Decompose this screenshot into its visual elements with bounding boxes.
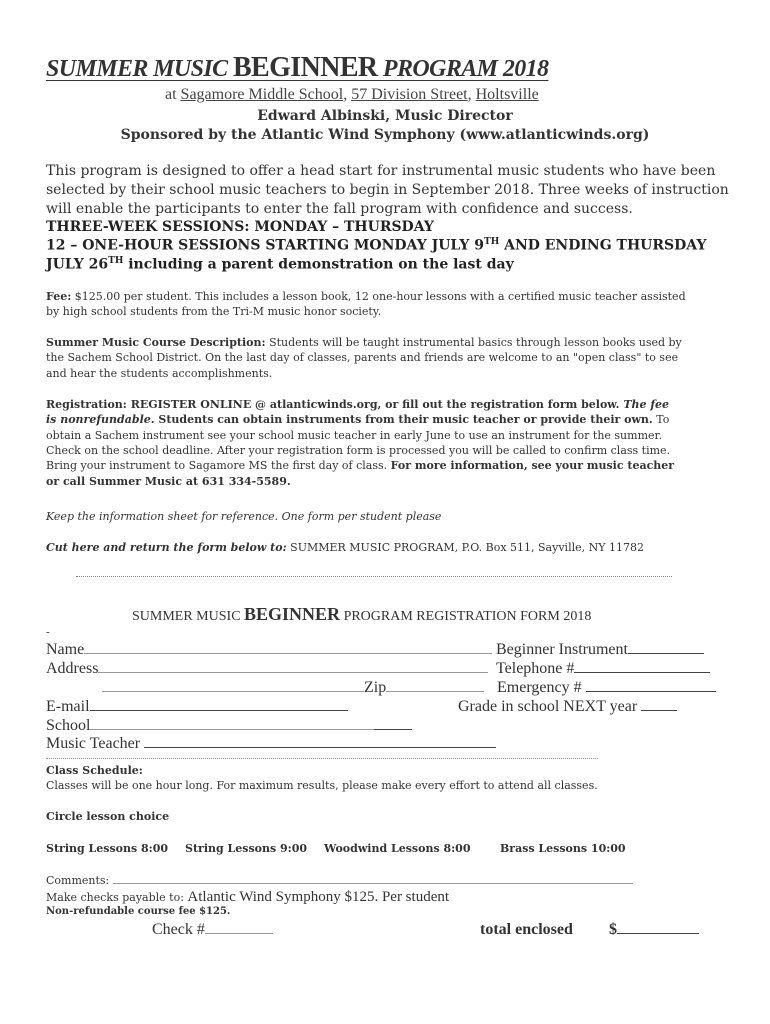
name-label: Name [46,641,85,658]
registration-line-3: obtain a Sachem instrument see your school music teacher in early June to use an instrument for the summer. [46,429,663,442]
registration-line-2: is nonrefundable. Students can obtain instruments from their music teacher or provide their own. To [46,413,670,426]
registration-line-5: Bring your instrument to Sagamore MS the first day of class. For more information, see your music teacher [46,459,675,472]
total-enclosed-label: total enclosed [480,921,573,938]
program-title: SUMMER MUSIC BEGINNER PROGRAM 2018 [46,52,549,83]
fee-line-2: by high school students from the Tri-M music honor society. [46,305,382,318]
lesson-option-woodwind-8[interactable]: Woodwind Lessons 8:00 [324,842,471,855]
beginner-instrument-label: Beginner Instrument [496,641,628,658]
course-line-1: Summer Music Course Description: Students will be taught instrumental basics through lesson books used by [46,336,682,349]
grade-label: Grade in school NEXT year [458,698,642,715]
registration-line-6: or call Summer Music at 631 334-5589. [46,475,291,488]
fee-line-1: Fee: $125.00 per student. This includes a lesson book, 12 one-hour lessons with a certified music teacher assisted [46,290,686,303]
sponsor-line: Sponsored by the Atlantic Wind Symphony (www.atlanticwinds.org) [120,127,650,143]
course-line-2: the Sachem School District. On the last day of classes, parents and friends are welcome to an "open class" to see [46,351,679,364]
form-dash: - [46,626,50,638]
address-label: Address [46,660,99,677]
town-name: Holtsville [475,86,539,103]
cut-line [76,576,672,577]
zip-field[interactable] [102,679,484,697]
dates-line-2: JULY 26TH including a parent demonstration on the last day [46,256,514,273]
intro-line-3: will enable the participants to enter the fall program with confidence and success. [46,201,633,217]
dates-line-1: 12 – ONE-HOUR SESSIONS STARTING MONDAY JULY 9TH AND ENDING THURSDAY [46,237,707,254]
check-number-field[interactable] [152,921,273,939]
address-field[interactable] [46,660,488,678]
music-teacher-label: Music Teacher [46,735,145,752]
dollar-sign: $ [609,921,617,938]
lesson-option-brass-10[interactable]: Brass Lessons 10:00 [500,842,626,855]
name-field[interactable] [46,641,492,659]
school-field[interactable] [46,717,412,735]
comments-field[interactable] [46,874,633,887]
nonrefundable-note: Non-refundable course fee $125. [46,906,231,917]
street-address: 57 Division Street [351,86,468,103]
comments-label: Comments: [46,874,113,887]
telephone-field[interactable] [496,660,710,678]
email-field[interactable] [46,698,348,716]
location-line: at Sagamore Middle School, 57 Division Street, Holtsville [165,86,539,103]
form-divider [46,758,598,759]
lesson-option-string-8[interactable]: String Lessons 8:00 [46,842,169,855]
check-number-label: Check # [152,921,205,938]
registration-line-4: Check on the school deadline. After your registration form is processed you will be called to confirm class time. [46,444,671,457]
director-line: Edward Albinski, Music Director [257,108,513,124]
total-amount-field[interactable] [609,921,699,939]
intro-line-2: selected by their school music teachers to begin in September 2018. Three weeks of instruction [46,182,729,198]
beginner-instrument-field[interactable] [496,641,704,659]
grade-field[interactable] [458,698,677,716]
checks-payable-line: Make checks payable to: Atlantic Wind Symphony $125. Per student [46,889,450,905]
zip-label: Zip [364,679,387,696]
circle-lesson-label: Circle lesson choice [46,810,170,823]
course-line-3: and hear the students accomplishments. [46,367,273,380]
registration-line-1: Registration: REGISTER ONLINE @ atlanticwinds.org, or fill out the registration form below. The fee [46,398,670,411]
intro-line-1: This program is designed to offer a head start for instrumental music students who have been [46,163,716,179]
class-schedule-note: Classes will be one hour long. For maximum results, please make every effort to attend all classes. [46,779,598,792]
school-name: Sagamore Middle School [180,86,344,103]
school-label: School [46,717,91,734]
cut-instructions: Cut here and return the form below to: SUMMER MUSIC PROGRAM, P.O. Box 511, Sayville, NY 11782 [46,541,644,554]
sessions-heading: THREE-WEEK SESSIONS: MONDAY – THURSDAY [46,219,434,235]
form-title: SUMMER MUSIC BEGINNER PROGRAM REGISTRATION FORM 2018 [132,604,592,624]
telephone-label: Telephone # [496,660,575,677]
email-label: E-mail [46,698,90,715]
class-schedule-label: Class Schedule: [46,764,143,777]
keep-note: Keep the information sheet for reference. One form per student please [46,510,442,523]
music-teacher-field[interactable] [46,735,496,753]
emergency-label: Emergency # [497,679,586,696]
lesson-option-string-9[interactable]: String Lessons 9:00 [185,842,308,855]
emergency-field[interactable] [497,679,716,697]
